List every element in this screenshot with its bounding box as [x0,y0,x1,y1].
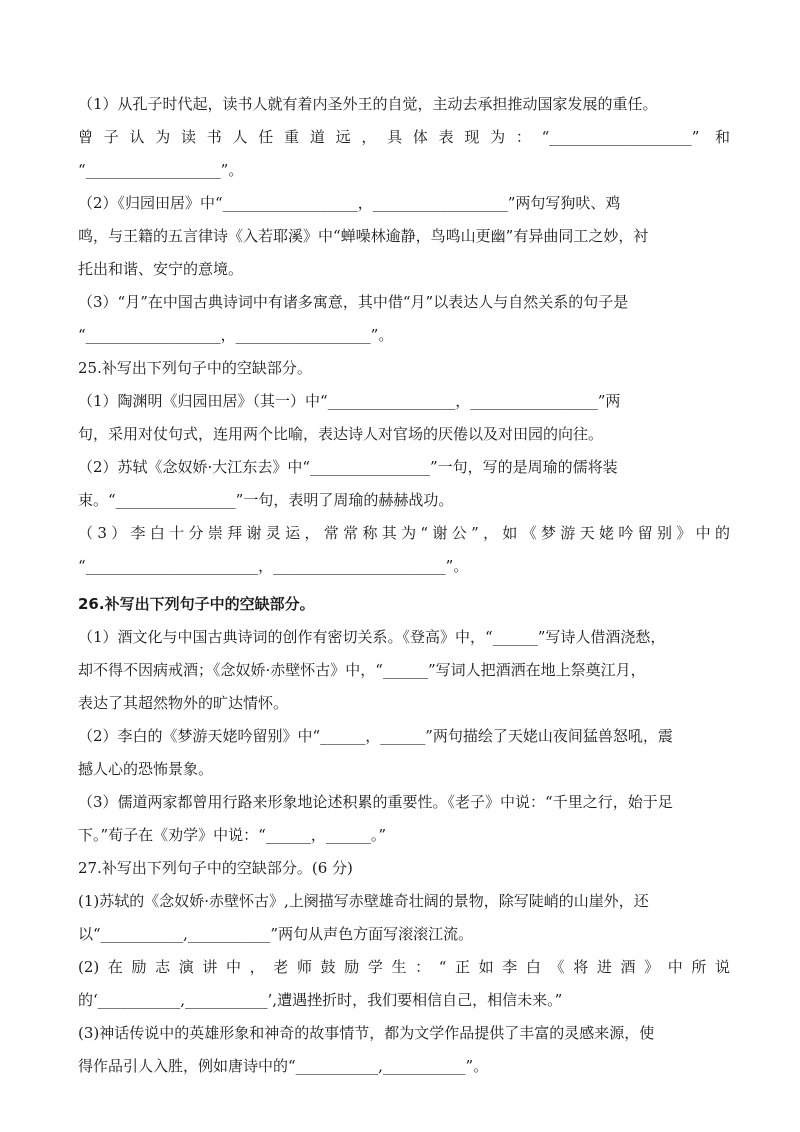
q25-2-line-2: 束。“________________”一句，表明了周瑜的赫赫战功。 [78,491,454,509]
q25-1-line-2: 句，采用对仗句式，连用两个比喻，表达诗人对官场的厌倦以及对田园的向往。 [78,425,604,443]
q26-2-line-2: 撼人心的恐怖景象。 [78,760,214,778]
q26-3-line-2: 下。”荀子在《劝学》中说：“______，______。” [78,826,387,844]
q25-3-line-1: （3）李白十分崇拜谢灵运，常常称其为“谢公”，如《梦游天姥吟留别》中的 [78,524,730,542]
q27-2-line-1: (2)在励志演讲中，老师鼓励学生：“正如李白《将进酒》中所说 [78,958,730,976]
q26-3-line-1: （3）儒道两家都曾用行路来形象地论述积累的重要性。《老子》中说：“千里之行，始于足 [78,793,673,811]
q27-3-line-1: (3)神话传说中的英雄形象和神奇的故事情节，都为文学作品提供了丰富的灵感来源，使 [78,1024,655,1042]
q24-1-line-3: “__________________”。 [78,161,244,179]
q25-heading: 25.补写出下列句子中的空缺部分。 [78,359,312,377]
q27-heading: 27.补写出下列句子中的空缺部分。(6 分) [78,859,353,877]
q25-1-line-1: （1）陶渊明《归园田居》（其一）中“_________________，_________________”两 [78,392,621,410]
q25-2-line-1: （2）苏轼《念奴娇·大江东去》中“________________”一句，写的是周瑜的儒将装 [78,458,618,476]
q25-3-line-2: “_______________________，_______________________”。 [78,557,469,575]
q24-3-line-2: “__________________，__________________”。 [78,326,394,344]
q24-1-line-2: 曾子认为读书人任重道远，具体表现为：“___________________” 和 [78,128,730,146]
q27-2-line-2: 的‘___________,___________’,遭遇挫折时，我们要相信自己，相信未来。” [78,991,563,1009]
q26-2-line-1: （2）李白的《梦游天姥吟留别》中“______，______”两句描绘了天姥山夜间猛兽怒吼，震 [78,727,673,745]
q26-heading: 26.补写出下列句子中的空缺部分。 [78,595,315,613]
q24-1-line-1: （1）从孔子时代起，读书人就有着内圣外王的自觉，主动去承担推动国家发展的重任。 [78,95,658,113]
q27-3-line-2: 得作品引人入胜，例如唐诗中的“___________,___________”。 [78,1057,489,1075]
q26-1-line-2: 却不得不因病戒酒；《念奴娇·赤壁怀古》中，“______”写词人把酒洒在地上祭奠江月， [78,661,646,679]
q24-3-line-1: （3）“月”在中国古典诗词中有诸多寓意，其中借“月”以表达人与自然关系的句子是 [78,293,629,311]
q27-1-line-1: (1)苏轼的《念奴娇·赤壁怀古》,上阕描写赤壁雄奇壮阔的景物，除写陡峭的山崖外，还 [78,892,649,910]
q26-1-line-1: （1）酒文化与中国古典诗词的创作有密切关系。《登高》中，“______”写诗人借酒浇愁， [78,628,666,646]
q26-1-line-3: 表达了其超然物外的旷达情怀。 [78,694,289,712]
q24-2-line-2: 鸣，与王籍的五言律诗《入若耶溪》中“蝉噪林逾静，鸟鸣山更幽”有异曲同工之妙，衬 [78,227,649,245]
q24-2-line-1: （2）《归园田居》中“__________________，__________________”两句写狗吠、鸡 [78,194,621,212]
q27-1-line-2: 以“___________,___________”两句从声色方面写滚滚江流。 [78,925,474,943]
q24-2-line-3: 托出和谐、安宁的意境。 [78,260,244,278]
